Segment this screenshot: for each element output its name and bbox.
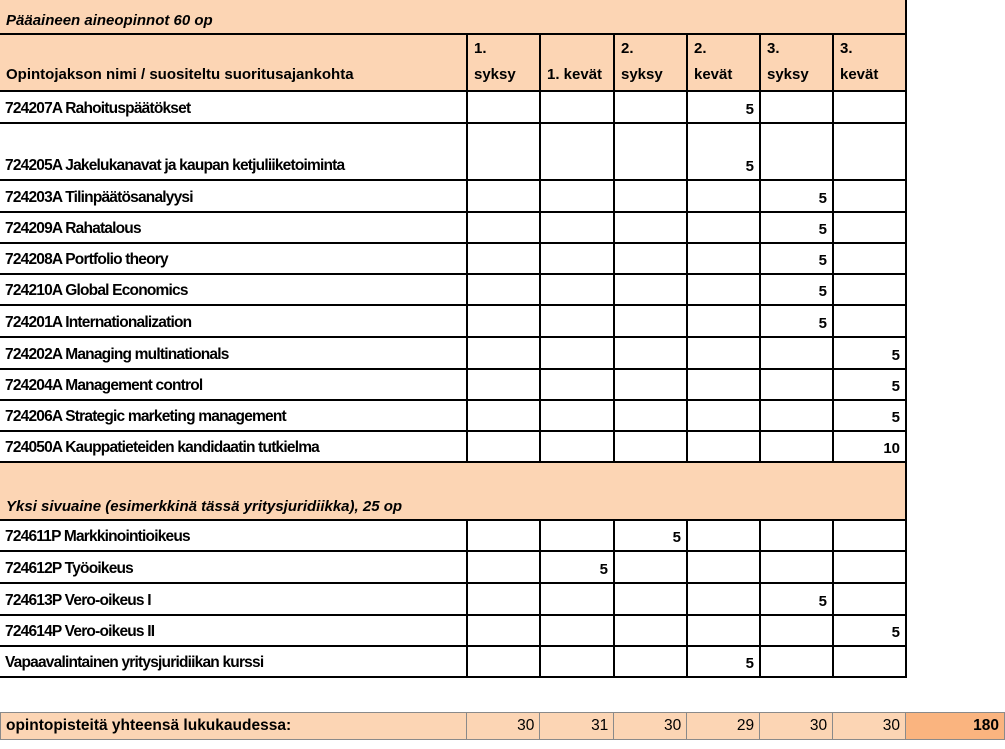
credit-cell-3-syksy: 5 — [760, 212, 833, 243]
credit-cell-3-kevat — [833, 212, 906, 243]
credit-cell-3-kevat — [833, 243, 906, 274]
totals-label: opintopisteitä yhteensä lukukaudessa: — [1, 713, 467, 740]
course-name: 724206A Strategic marketing management — [0, 400, 467, 431]
credit-cell-1-syksy — [467, 337, 540, 369]
credit-cell-1-kevat — [540, 305, 614, 337]
credit-cell-1-syksy — [467, 551, 540, 583]
credit-cell-2-syksy — [614, 180, 687, 212]
course-name: 724050A Kauppatieteiden kandidaatin tutkielma — [0, 431, 467, 462]
course-row — [0, 91, 906, 123]
term-header-2-syksy: 2. syksy — [614, 34, 687, 91]
credit-cell-3-kevat — [833, 180, 906, 212]
credit-cell-2-syksy — [614, 123, 687, 180]
credit-cell-2-syksy — [614, 91, 687, 123]
credit-cell-2-kevat — [687, 520, 760, 551]
credit-cell-3-kevat: 5 — [833, 369, 906, 400]
credit-cell-2-syksy — [614, 583, 687, 615]
course-name: 724611P Markkinointioikeus — [0, 520, 467, 551]
credit-cell-2-syksy — [614, 615, 687, 646]
credit-cell-2-syksy — [614, 212, 687, 243]
credit-cell-1-syksy — [467, 123, 540, 180]
course-row — [0, 180, 906, 212]
credit-cell-1-kevat — [540, 431, 614, 462]
credit-cell-2-syksy: 5 — [614, 520, 687, 551]
credit-cell-2-syksy — [614, 274, 687, 305]
course-name: 724207A Rahoituspäätökset — [0, 91, 467, 123]
credit-cell-1-syksy — [467, 615, 540, 646]
credit-cell-2-kevat — [687, 369, 760, 400]
minor-section-title: Yksi sivuaine (esimerkkinä tässä yritysjuridiikka), 25 op — [0, 462, 906, 520]
credit-cell-1-syksy — [467, 431, 540, 462]
course-name: 724614P Vero-oikeus II — [0, 615, 467, 646]
credit-cell-2-kevat — [687, 431, 760, 462]
course-row — [0, 274, 906, 305]
totals-row — [1, 713, 1005, 740]
credit-cell-1-syksy — [467, 274, 540, 305]
credit-cell-1-kevat — [540, 615, 614, 646]
credit-cell-3-kevat — [833, 520, 906, 551]
major-courses — [0, 91, 906, 462]
course-row — [0, 369, 906, 400]
term-header-1-syksy: 1. syksy — [467, 34, 540, 91]
course-name: 724613P Vero-oikeus I — [0, 583, 467, 615]
course-row — [0, 520, 906, 551]
grand-total: 180 — [906, 713, 1005, 740]
course-row — [0, 583, 906, 615]
credit-cell-1-kevat — [540, 520, 614, 551]
credit-cell-1-kevat — [540, 91, 614, 123]
total-3-kevat: 30 — [833, 713, 906, 740]
term-header-1-kevat: 1. kevät — [540, 34, 614, 91]
total-1-kevat: 31 — [540, 713, 614, 740]
credit-cell-1-syksy — [467, 212, 540, 243]
credit-cell-3-kevat — [833, 274, 906, 305]
credit-cell-1-kevat: 5 — [540, 551, 614, 583]
credit-cell-3-kevat: 10 — [833, 431, 906, 462]
credit-cell-1-kevat — [540, 274, 614, 305]
credit-cell-1-syksy — [467, 91, 540, 123]
credit-cell-1-syksy — [467, 520, 540, 551]
credit-cell-1-kevat — [540, 337, 614, 369]
credit-cell-1-syksy — [467, 243, 540, 274]
column-header-row — [0, 34, 906, 91]
term-header-3-syksy: 3. syksy — [760, 34, 833, 91]
credit-cell-1-syksy — [467, 180, 540, 212]
course-row — [0, 243, 906, 274]
credit-cell-2-kevat — [687, 274, 760, 305]
credit-cell-3-syksy — [760, 400, 833, 431]
credit-cell-3-syksy — [760, 431, 833, 462]
credit-cell-1-kevat — [540, 123, 614, 180]
credit-cell-2-syksy — [614, 337, 687, 369]
major-section-title-row — [0, 0, 906, 34]
credit-cell-1-syksy — [467, 400, 540, 431]
course-name: 724204A Management control — [0, 369, 467, 400]
credit-cell-2-kevat — [687, 583, 760, 615]
credit-cell-1-kevat — [540, 369, 614, 400]
course-name: 724612P Työoikeus — [0, 551, 467, 583]
course-row — [0, 123, 906, 180]
course-row — [0, 400, 906, 431]
credit-cell-2-kevat — [687, 180, 760, 212]
credit-cell-2-kevat — [687, 305, 760, 337]
course-name: 724201A Internationalization — [0, 305, 467, 337]
credit-cell-2-syksy — [614, 551, 687, 583]
credit-cell-2-kevat — [687, 400, 760, 431]
course-row — [0, 212, 906, 243]
course-name: 724209A Rahatalous — [0, 212, 467, 243]
credit-cell-2-syksy — [614, 400, 687, 431]
credit-cell-1-syksy — [467, 583, 540, 615]
credit-cell-2-syksy — [614, 369, 687, 400]
term-header-3-kevat: 3. kevät — [833, 34, 906, 91]
credit-cell-3-kevat: 5 — [833, 400, 906, 431]
course-name-header: Opintojakson nimi / suositeltu suoritusajankohta — [0, 34, 467, 91]
credit-cell-2-kevat — [687, 551, 760, 583]
credit-cell-2-kevat — [687, 243, 760, 274]
course-row — [0, 646, 906, 677]
course-name: 724205A Jakelukanavat ja kaupan ketjuliiketoiminta — [0, 123, 467, 180]
term-header-2-kevat: 2. kevät — [687, 34, 760, 91]
credit-cell-2-kevat — [687, 212, 760, 243]
credit-cell-3-kevat: 5 — [833, 337, 906, 369]
credit-cell-3-kevat — [833, 123, 906, 180]
course-name: 724208A Portfolio theory — [0, 243, 467, 274]
credit-cell-3-syksy — [760, 615, 833, 646]
course-row — [0, 305, 906, 337]
credit-cell-1-kevat — [540, 583, 614, 615]
minor-section-title-row — [0, 462, 906, 520]
totals-table — [0, 712, 1005, 740]
course-row — [0, 337, 906, 369]
total-2-syksy: 30 — [614, 713, 687, 740]
credit-cell-1-kevat — [540, 400, 614, 431]
credit-cell-2-kevat: 5 — [687, 646, 760, 677]
credit-cell-1-kevat — [540, 646, 614, 677]
credit-cell-2-kevat — [687, 337, 760, 369]
credit-cell-3-syksy — [760, 369, 833, 400]
course-name: Vapaavalintainen yritysjuridiikan kurssi — [0, 646, 467, 677]
credit-cell-3-syksy: 5 — [760, 583, 833, 615]
credit-cell-3-syksy: 5 — [760, 243, 833, 274]
total-2-kevat: 29 — [687, 713, 760, 740]
credit-cell-3-kevat — [833, 551, 906, 583]
course-name: 724203A Tilinpäätösanalyysi — [0, 180, 467, 212]
credit-cell-2-syksy — [614, 243, 687, 274]
credit-cell-3-syksy — [760, 123, 833, 180]
credit-cell-3-syksy — [760, 337, 833, 369]
credit-cell-1-kevat — [540, 243, 614, 274]
course-row — [0, 431, 906, 462]
credit-cell-3-syksy — [760, 551, 833, 583]
total-1-syksy: 30 — [467, 713, 540, 740]
credit-cell-2-kevat: 5 — [687, 123, 760, 180]
credit-cell-1-syksy — [467, 369, 540, 400]
major-section-title: Pääaineen aineopinnot 60 op — [0, 0, 906, 34]
credit-cell-1-syksy — [467, 646, 540, 677]
credit-cell-1-kevat — [540, 180, 614, 212]
credit-cell-3-syksy: 5 — [760, 274, 833, 305]
credit-cell-3-kevat — [833, 305, 906, 337]
credit-cell-2-syksy — [614, 646, 687, 677]
credit-cell-3-syksy — [760, 646, 833, 677]
course-name: 724202A Managing multinationals — [0, 337, 467, 369]
credit-cell-1-kevat — [540, 212, 614, 243]
course-row — [0, 551, 906, 583]
credit-cell-3-kevat — [833, 91, 906, 123]
credit-cell-2-kevat — [687, 615, 760, 646]
credit-cell-3-syksy — [760, 91, 833, 123]
credit-cell-2-syksy — [614, 305, 687, 337]
credit-cell-3-kevat — [833, 646, 906, 677]
total-3-syksy: 30 — [760, 713, 833, 740]
credit-cell-3-syksy: 5 — [760, 305, 833, 337]
credit-cell-3-syksy: 5 — [760, 180, 833, 212]
course-name: 724210A Global Economics — [0, 274, 467, 305]
minor-courses — [0, 520, 906, 677]
credit-cell-3-kevat — [833, 583, 906, 615]
course-row — [0, 615, 906, 646]
credit-cell-2-kevat: 5 — [687, 91, 760, 123]
credit-cell-2-syksy — [614, 431, 687, 462]
credit-cell-1-syksy — [467, 305, 540, 337]
credit-cell-3-kevat: 5 — [833, 615, 906, 646]
credit-cell-3-syksy — [760, 520, 833, 551]
